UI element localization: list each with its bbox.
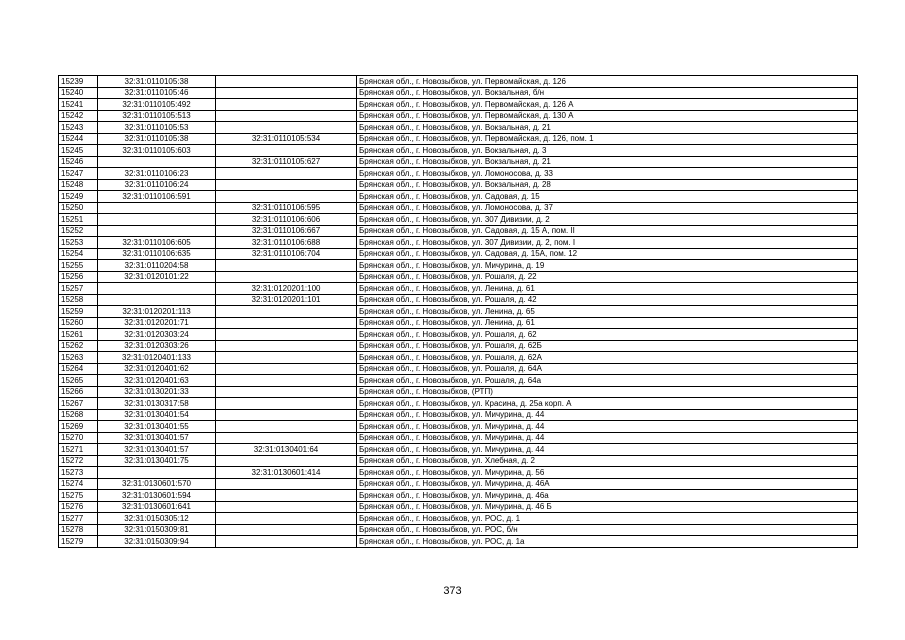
address-cell: Брянская обл., г. Новозыбков, ул. Вокзальная, д. 28: [357, 179, 858, 191]
row-number-cell: 15244: [59, 133, 98, 145]
row-number-cell: 15277: [59, 513, 98, 525]
row-number-cell: 15257: [59, 283, 98, 295]
premise-cadastral-number-cell: 32:31:0110106:688: [216, 237, 357, 249]
premise-cadastral-number-cell: [216, 490, 357, 502]
address-cell: Брянская обл., г. Новозыбков, (РТП): [357, 386, 858, 398]
row-number-cell: 15262: [59, 340, 98, 352]
table-row: [59, 156, 858, 168]
address-cell: Брянская обл., г. Новозыбков, ул. Рошаля, д. 62Б: [357, 340, 858, 352]
table-row: [59, 294, 858, 306]
address-cell: Брянская обл., г. Новозыбков, ул. Мичурина, д. 44: [357, 444, 858, 456]
address-cell: Брянская обл., г. Новозыбков, ул. Садовая, д. 15 А, пом. II: [357, 225, 858, 237]
row-number-cell: 15276: [59, 501, 98, 513]
row-number-cell: 15266: [59, 386, 98, 398]
page-number: 373: [443, 585, 462, 597]
row-number-cell: 15275: [59, 490, 98, 502]
address-cell: Брянская обл., г. Новозыбков, ул. Красина, д. 25а корп. А: [357, 398, 858, 410]
table-row: [59, 524, 858, 536]
address-cell: Брянская обл., г. Новозыбков, ул. Вокзальная, д. 3: [357, 145, 858, 157]
premise-cadastral-number-cell: [216, 398, 357, 410]
address-cell: Брянская обл., г. Новозыбков, ул. Первомайская, д. 130 А: [357, 110, 858, 122]
table-row: [59, 122, 858, 134]
premise-cadastral-number-cell: [216, 317, 357, 329]
row-number-cell: 15267: [59, 398, 98, 410]
cadastral-number-cell: 32:31:0120303:24: [98, 329, 216, 341]
cadastral-number-cell: 32:31:0110105:46: [98, 87, 216, 99]
cadastral-number-cell: 32:31:0130401:57: [98, 432, 216, 444]
cadastral-number-cell: 32:31:0110106:605: [98, 237, 216, 249]
table-row: [59, 467, 858, 479]
address-cell: Брянская обл., г. Новозыбков, ул. Мичурина, д. 56: [357, 467, 858, 479]
premise-cadastral-number-cell: [216, 191, 357, 203]
premise-cadastral-number-cell: [216, 513, 357, 525]
premise-cadastral-number-cell: [216, 352, 357, 364]
premise-cadastral-number-cell: [216, 306, 357, 318]
row-number-cell: 15272: [59, 455, 98, 467]
address-cell: Брянская обл., г. Новозыбков, ул. Мичурина, д. 44: [357, 432, 858, 444]
row-number-cell: 15248: [59, 179, 98, 191]
table-row: [59, 455, 858, 467]
table-row: [59, 260, 858, 272]
premise-cadastral-number-cell: [216, 329, 357, 341]
cadastral-number-cell: 32:31:0130401:54: [98, 409, 216, 421]
row-number-cell: 15279: [59, 536, 98, 548]
cadastral-number-cell: 32:31:0130601:570: [98, 478, 216, 490]
address-cell: Брянская обл., г. Новозыбков, ул. Ленина, д. 61: [357, 317, 858, 329]
row-number-cell: 15253: [59, 237, 98, 249]
premise-cadastral-number-cell: [216, 363, 357, 375]
table-row: [59, 271, 858, 283]
row-number-cell: 15268: [59, 409, 98, 421]
cadastral-number-cell: 32:31:0150309:81: [98, 524, 216, 536]
address-cell: Брянская обл., г. Новозыбков, ул. Рошаля, д. 42: [357, 294, 858, 306]
address-cell: Брянская обл., г. Новозыбков, ул. 307 Дивизии, д. 2: [357, 214, 858, 226]
row-number-cell: 15273: [59, 467, 98, 479]
table-row: [59, 398, 858, 410]
premise-cadastral-number-cell: [216, 386, 357, 398]
row-number-cell: 15256: [59, 271, 98, 283]
table-row: [59, 87, 858, 99]
row-number-cell: 15254: [59, 248, 98, 260]
cadastral-number-cell: 32:31:0110204:58: [98, 260, 216, 272]
table-row: [59, 179, 858, 191]
address-cell: Брянская обл., г. Новозыбков, ул. Мичурина, д. 46А: [357, 478, 858, 490]
cadastral-number-cell: [98, 214, 216, 226]
address-cell: Брянская обл., г. Новозыбков, ул. Рошаля, д. 64А: [357, 363, 858, 375]
address-cell: Брянская обл., г. Новозыбков, ул. Мичурина, д. 19: [357, 260, 858, 272]
premise-cadastral-number-cell: [216, 260, 357, 272]
table-row: [59, 237, 858, 249]
premise-cadastral-number-cell: [216, 375, 357, 387]
cadastral-number-cell: 32:31:0120303:26: [98, 340, 216, 352]
premise-cadastral-number-cell: [216, 432, 357, 444]
table-row: [59, 110, 858, 122]
cadastral-number-cell: 32:31:0110106:591: [98, 191, 216, 203]
row-number-cell: 15274: [59, 478, 98, 490]
address-cell: Брянская обл., г. Новозыбков, ул. Вокзальная, д. 21: [357, 122, 858, 134]
row-number-cell: 15270: [59, 432, 98, 444]
registry-table: [58, 75, 858, 548]
premise-cadastral-number-cell: [216, 122, 357, 134]
row-number-cell: 15240: [59, 87, 98, 99]
premise-cadastral-number-cell: [216, 409, 357, 421]
table-row: [59, 317, 858, 329]
table-row: [59, 99, 858, 111]
cadastral-number-cell: 32:31:0110105:53: [98, 122, 216, 134]
premise-cadastral-number-cell: [216, 340, 357, 352]
table-row: [59, 375, 858, 387]
cadastral-number-cell: 32:31:0130401:57: [98, 444, 216, 456]
row-number-cell: 15247: [59, 168, 98, 180]
cadastral-number-cell: 32:31:0120101:22: [98, 271, 216, 283]
premise-cadastral-number-cell: [216, 271, 357, 283]
address-cell: Брянская обл., г. Новозыбков, ул. Ломоносова, д. 37: [357, 202, 858, 214]
premise-cadastral-number-cell: [216, 455, 357, 467]
premise-cadastral-number-cell: 32:31:0110106:606: [216, 214, 357, 226]
row-number-cell: 15278: [59, 524, 98, 536]
table-row: [59, 329, 858, 341]
cadastral-number-cell: 32:31:0130601:594: [98, 490, 216, 502]
cadastral-number-cell: 32:31:0120401:133: [98, 352, 216, 364]
cadastral-number-cell: 32:31:0110105:38: [98, 133, 216, 145]
address-cell: Брянская обл., г. Новозыбков, ул. Ленина, д. 65: [357, 306, 858, 318]
premise-cadastral-number-cell: [216, 536, 357, 548]
row-number-cell: 15241: [59, 99, 98, 111]
premise-cadastral-number-cell: [216, 76, 357, 88]
table-row: [59, 363, 858, 375]
address-cell: Брянская обл., г. Новозыбков, ул. 307 Дивизии, д. 2, пом. I: [357, 237, 858, 249]
premise-cadastral-number-cell: [216, 145, 357, 157]
premise-cadastral-number-cell: 32:31:0110105:534: [216, 133, 357, 145]
address-cell: Брянская обл., г. Новозыбков, ул. РОС, б/н: [357, 524, 858, 536]
cadastral-number-cell: 32:31:0110105:38: [98, 76, 216, 88]
table-row: [59, 306, 858, 318]
premise-cadastral-number-cell: [216, 168, 357, 180]
row-number-cell: 15249: [59, 191, 98, 203]
address-cell: Брянская обл., г. Новозыбков, ул. Мичурина, д. 46 Б: [357, 501, 858, 513]
address-cell: Брянская обл., г. Новозыбков, ул. Садовая, д. 15А, пом. 12: [357, 248, 858, 260]
table-row: [59, 444, 858, 456]
address-cell: Брянская обл., г. Новозыбков, ул. Рошаля, д. 62: [357, 329, 858, 341]
cadastral-number-cell: 32:31:0120401:62: [98, 363, 216, 375]
row-number-cell: 15242: [59, 110, 98, 122]
premise-cadastral-number-cell: [216, 87, 357, 99]
table-row: [59, 340, 858, 352]
premise-cadastral-number-cell: 32:31:0130401:64: [216, 444, 357, 456]
table-row: [59, 501, 858, 513]
table-row: [59, 202, 858, 214]
premise-cadastral-number-cell: 32:31:0110105:627: [216, 156, 357, 168]
table-row: [59, 168, 858, 180]
table-row: [59, 214, 858, 226]
premise-cadastral-number-cell: [216, 179, 357, 191]
cadastral-number-cell: [98, 294, 216, 306]
premise-cadastral-number-cell: 32:31:0110106:667: [216, 225, 357, 237]
cadastral-number-cell: 32:31:0130401:55: [98, 421, 216, 433]
premise-cadastral-number-cell: 32:31:0130601:414: [216, 467, 357, 479]
table-row: [59, 76, 858, 88]
registry-table-body: [59, 76, 858, 548]
row-number-cell: 15261: [59, 329, 98, 341]
cadastral-number-cell: 32:31:0110106:635: [98, 248, 216, 260]
row-number-cell: 15252: [59, 225, 98, 237]
cadastral-number-cell: 32:31:0120201:71: [98, 317, 216, 329]
address-cell: Брянская обл., г. Новозыбков, ул. Рошаля, д. 64а: [357, 375, 858, 387]
cadastral-number-cell: 32:31:0130317:58: [98, 398, 216, 410]
premise-cadastral-number-cell: [216, 421, 357, 433]
row-number-cell: 15239: [59, 76, 98, 88]
cadastral-number-cell: 32:31:0150305:12: [98, 513, 216, 525]
table-row: [59, 283, 858, 295]
row-number-cell: 15259: [59, 306, 98, 318]
address-cell: Брянская обл., г. Новозыбков, ул. Первомайская, д. 126, пом. 1: [357, 133, 858, 145]
address-cell: Брянская обл., г. Новозыбков, ул. Рошаля, д. 22: [357, 271, 858, 283]
address-cell: Брянская обл., г. Новозыбков, ул. Мичурина, д. 44: [357, 409, 858, 421]
table-row: [59, 513, 858, 525]
cadastral-number-cell: 32:31:0110105:513: [98, 110, 216, 122]
cadastral-number-cell: 32:31:0110106:23: [98, 168, 216, 180]
cadastral-number-cell: 32:31:0110105:492: [98, 99, 216, 111]
table-row: [59, 133, 858, 145]
premise-cadastral-number-cell: [216, 501, 357, 513]
address-cell: Брянская обл., г. Новозыбков, ул. Ленина, д. 61: [357, 283, 858, 295]
address-cell: Брянская обл., г. Новозыбков, ул. Вокзальная, б/н: [357, 87, 858, 99]
premise-cadastral-number-cell: [216, 110, 357, 122]
table-row: [59, 145, 858, 157]
row-number-cell: 15245: [59, 145, 98, 157]
row-number-cell: 15265: [59, 375, 98, 387]
address-cell: Брянская обл., г. Новозыбков, ул. Хлебная, д. 2: [357, 455, 858, 467]
row-number-cell: 15271: [59, 444, 98, 456]
row-number-cell: 15269: [59, 421, 98, 433]
premise-cadastral-number-cell: 32:31:0110106:704: [216, 248, 357, 260]
table-row: [59, 191, 858, 203]
table-row: [59, 352, 858, 364]
premise-cadastral-number-cell: 32:31:0110106:595: [216, 202, 357, 214]
cadastral-number-cell: [98, 225, 216, 237]
address-cell: Брянская обл., г. Новозыбков, ул. Первомайская, д. 126: [357, 76, 858, 88]
cadastral-number-cell: 32:31:0130401:75: [98, 455, 216, 467]
row-number-cell: 15243: [59, 122, 98, 134]
row-number-cell: 15260: [59, 317, 98, 329]
premise-cadastral-number-cell: [216, 478, 357, 490]
table-row: [59, 536, 858, 548]
row-number-cell: 15251: [59, 214, 98, 226]
address-cell: Брянская обл., г. Новозыбков, ул. Ломоносова, д. 33: [357, 168, 858, 180]
row-number-cell: 15250: [59, 202, 98, 214]
address-cell: Брянская обл., г. Новозыбков, ул. Рошаля, д. 62А: [357, 352, 858, 364]
premise-cadastral-number-cell: [216, 524, 357, 536]
table-row: [59, 248, 858, 260]
address-cell: Брянская обл., г. Новозыбков, ул. Мичурина, д. 46а: [357, 490, 858, 502]
cadastral-number-cell: [98, 156, 216, 168]
row-number-cell: 15264: [59, 363, 98, 375]
cadastral-number-cell: 32:31:0150309:94: [98, 536, 216, 548]
address-cell: Брянская обл., г. Новозыбков, ул. Вокзальная, д. 21: [357, 156, 858, 168]
table-row: [59, 386, 858, 398]
address-cell: Брянская обл., г. Новозыбков, ул. Садовая, д. 15: [357, 191, 858, 203]
row-number-cell: 15258: [59, 294, 98, 306]
address-cell: Брянская обл., г. Новозыбков, ул. РОС, д. 1: [357, 513, 858, 525]
row-number-cell: 15263: [59, 352, 98, 364]
premise-cadastral-number-cell: 32:31:0120201:100: [216, 283, 357, 295]
cadastral-number-cell: 32:31:0110105:603: [98, 145, 216, 157]
cadastral-number-cell: [98, 202, 216, 214]
cadastral-number-cell: 32:31:0120401:63: [98, 375, 216, 387]
cadastral-number-cell: [98, 467, 216, 479]
cadastral-number-cell: [98, 283, 216, 295]
table-row: [59, 478, 858, 490]
row-number-cell: 15246: [59, 156, 98, 168]
address-cell: Брянская обл., г. Новозыбков, ул. Первомайская, д. 126 А: [357, 99, 858, 111]
cadastral-number-cell: 32:31:0120201:113: [98, 306, 216, 318]
table-row: [59, 421, 858, 433]
table-row: [59, 490, 858, 502]
table-row: [59, 409, 858, 421]
cadastral-number-cell: 32:31:0110106:24: [98, 179, 216, 191]
address-cell: Брянская обл., г. Новозыбков, ул. Мичурина, д. 44: [357, 421, 858, 433]
table-row: [59, 225, 858, 237]
cadastral-number-cell: 32:31:0130201:33: [98, 386, 216, 398]
cadastral-number-cell: 32:31:0130601:641: [98, 501, 216, 513]
address-cell: Брянская обл., г. Новозыбков, ул. РОС, д. 1а: [357, 536, 858, 548]
premise-cadastral-number-cell: 32:31:0120201:101: [216, 294, 357, 306]
row-number-cell: 15255: [59, 260, 98, 272]
table-row: [59, 432, 858, 444]
premise-cadastral-number-cell: [216, 99, 357, 111]
